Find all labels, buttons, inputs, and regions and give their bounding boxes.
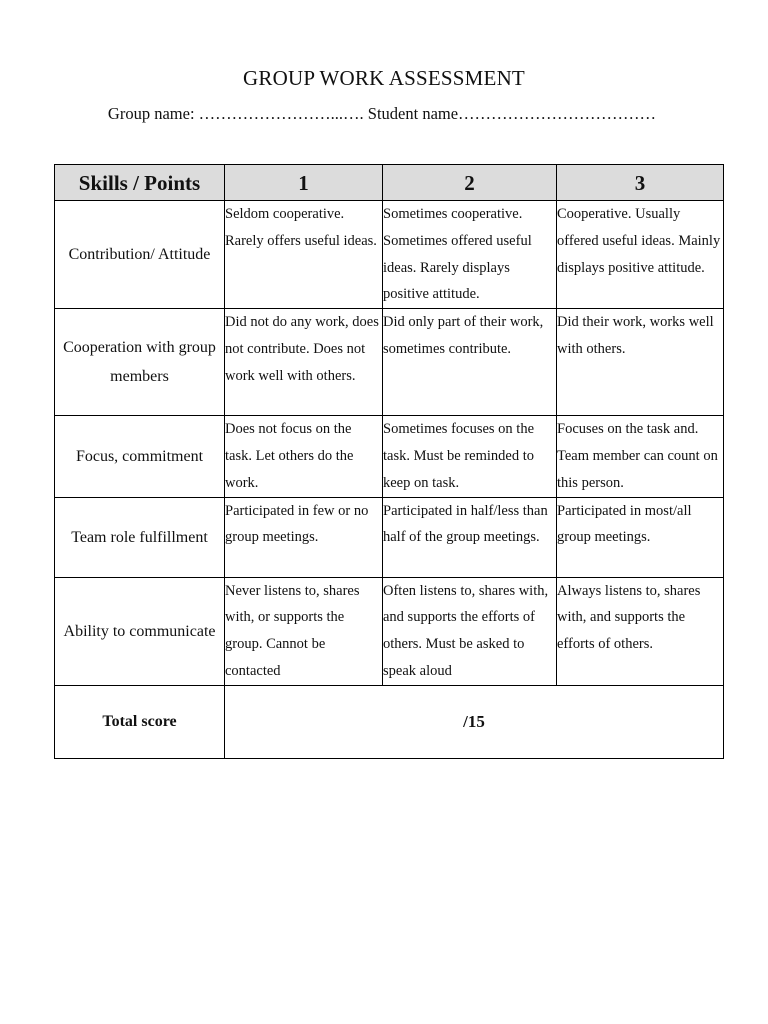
criteria-cell: Did not do any work, does not contribute. Does not work well with others. xyxy=(225,309,383,416)
criteria-cell: Never listens to, shares with, or supports the group. Cannot be contacted xyxy=(225,577,383,685)
table-row xyxy=(55,309,724,416)
criteria-cell: Does not focus on the task. Let others do the work. xyxy=(225,416,383,497)
group-student-name-line: Group name: ……………………...…. Student name……………………………… xyxy=(107,104,657,123)
assessment-rubric-table xyxy=(54,164,724,759)
criteria-cell: Did only part of their work, sometimes contribute. xyxy=(383,309,557,416)
criteria-cell: Cooperative. Usually offered useful ideas. Mainly displays positive attitude. xyxy=(557,201,724,309)
criteria-cell: Often listens to, shares with, and supports the efforts of others. Must be asked to speak aloud xyxy=(383,577,557,685)
skill-label: Contribution/ Attitude xyxy=(55,201,225,309)
table-header-row xyxy=(55,165,724,201)
skill-label: Team role fulfillment xyxy=(55,497,225,577)
table-row xyxy=(55,577,724,685)
document-title: GROUP WORK ASSESSMENT xyxy=(243,66,525,90)
header-points-3: 3 xyxy=(557,165,724,201)
criteria-cell: Participated in few or no group meetings. xyxy=(225,497,383,577)
header-points-2: 2 xyxy=(383,165,557,201)
total-score-value: /15 xyxy=(225,685,724,758)
criteria-cell: Sometimes focuses on the task. Must be reminded to keep on task. xyxy=(383,416,557,497)
table-row xyxy=(55,201,724,309)
header-points-1: 1 xyxy=(225,165,383,201)
criteria-cell: Always listens to, shares with, and supports the efforts of others. xyxy=(557,577,724,685)
criteria-cell: Participated in most/all group meetings. xyxy=(557,497,724,577)
skill-label: Focus, commitment xyxy=(55,416,225,497)
total-score-label: Total score xyxy=(55,685,225,758)
criteria-cell: Focuses on the task and. Team member can count on this person. xyxy=(557,416,724,497)
criteria-cell: Seldom cooperative. Rarely offers useful ideas. xyxy=(225,201,383,309)
criteria-cell: Did their work, works well with others. xyxy=(557,309,724,416)
table-row xyxy=(55,416,724,497)
skill-label: Cooperation with group members xyxy=(55,309,225,416)
criteria-cell: Participated in half/less than half of the group meetings. xyxy=(383,497,557,577)
total-score-row xyxy=(55,685,724,758)
table-row xyxy=(55,497,724,577)
skill-label: Ability to communicate xyxy=(55,577,225,685)
criteria-cell: Sometimes cooperative. Sometimes offered useful ideas. Rarely displays positive attitude. xyxy=(383,201,557,309)
header-skills-points: Skills / Points xyxy=(55,165,225,201)
